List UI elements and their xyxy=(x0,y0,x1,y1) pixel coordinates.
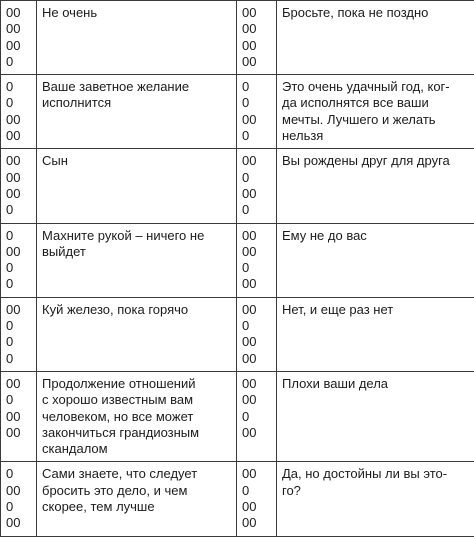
left-code-cell xyxy=(1,223,37,297)
table-row xyxy=(1,223,474,297)
answer-line: нельзя xyxy=(282,128,469,144)
left-code-cell xyxy=(1,297,37,371)
left-code-cell xyxy=(1,1,37,75)
table-row xyxy=(1,1,474,75)
code-line: 0 xyxy=(6,466,31,482)
answer-line: скандалом xyxy=(42,441,231,457)
code-line: 00 xyxy=(242,466,271,482)
code-line: 0 xyxy=(242,409,271,425)
answer-line: Ваше заветное желание xyxy=(42,79,231,95)
oracle-table-body xyxy=(1,1,474,537)
right-code-cell xyxy=(237,75,277,149)
code-line: 0 xyxy=(6,276,31,292)
answer-line: Это очень удачный год, ког- xyxy=(282,79,469,95)
right-code-cell xyxy=(237,223,277,297)
left-answer-cell xyxy=(37,462,237,536)
answer-line: Сын xyxy=(42,153,231,169)
left-code-cell xyxy=(1,149,37,223)
left-answer-cell xyxy=(37,223,237,297)
left-answer-cell xyxy=(37,297,237,371)
code-line: 00 xyxy=(242,376,271,392)
code-line: 00 xyxy=(242,302,271,318)
answer-line: Плохи ваши дела xyxy=(282,376,469,392)
code-line: 00 xyxy=(6,244,31,260)
right-code-cell xyxy=(237,462,277,536)
answer-line: Куй железо, пока горячо xyxy=(42,302,231,318)
code-line: 0 xyxy=(6,499,31,515)
code-line: 00 xyxy=(242,244,271,260)
right-answer-cell xyxy=(277,149,474,223)
code-line: 0 xyxy=(6,334,31,350)
right-answer-cell xyxy=(277,462,474,536)
code-line: 0 xyxy=(242,318,271,334)
table-row xyxy=(1,149,474,223)
right-answer-cell xyxy=(277,223,474,297)
left-answer-cell xyxy=(37,1,237,75)
code-line: 00 xyxy=(242,392,271,408)
answer-line: Махните рукой – ничего не xyxy=(42,228,231,244)
answer-line: Сами знаете, что следует xyxy=(42,466,231,482)
code-line: 0 xyxy=(6,318,31,334)
code-line: 0 xyxy=(242,79,271,95)
right-code-cell xyxy=(237,371,277,461)
code-line: 00 xyxy=(242,186,271,202)
code-line: 00 xyxy=(242,38,271,54)
answer-line: Бросьте, пока не поздно xyxy=(282,5,469,21)
code-line: 00 xyxy=(6,483,31,499)
answer-line: бросить это дело, и чем xyxy=(42,483,231,499)
left-code-cell xyxy=(1,75,37,149)
code-line: 00 xyxy=(242,228,271,244)
code-line: 00 xyxy=(6,153,31,169)
code-line: 00 xyxy=(6,515,31,531)
code-line: 00 xyxy=(242,54,271,70)
code-line: 00 xyxy=(242,351,271,367)
answer-line: выйдет xyxy=(42,244,231,260)
left-answer-cell xyxy=(37,75,237,149)
table-row xyxy=(1,462,474,536)
code-line: 00 xyxy=(242,515,271,531)
code-line: 00 xyxy=(242,425,271,441)
code-line: 0 xyxy=(242,128,271,144)
left-code-cell xyxy=(1,371,37,461)
right-answer-cell xyxy=(277,75,474,149)
code-line: 00 xyxy=(6,302,31,318)
code-line: 00 xyxy=(6,170,31,186)
table-row xyxy=(1,297,474,371)
code-line: 00 xyxy=(6,38,31,54)
answer-line: Ему не до вас xyxy=(282,228,469,244)
code-line: 00 xyxy=(242,153,271,169)
code-line: 0 xyxy=(6,351,31,367)
answer-line: Не очень xyxy=(42,5,231,21)
left-code-cell xyxy=(1,462,37,536)
code-line: 00 xyxy=(6,5,31,21)
code-line: 00 xyxy=(242,334,271,350)
code-line: 0 xyxy=(242,170,271,186)
code-line: 00 xyxy=(242,21,271,37)
code-line: 00 xyxy=(6,21,31,37)
code-line: 00 xyxy=(6,186,31,202)
code-line: 0 xyxy=(242,260,271,276)
code-line: 0 xyxy=(6,392,31,408)
right-code-cell xyxy=(237,1,277,75)
answer-line: го? xyxy=(282,483,469,499)
left-answer-cell xyxy=(37,371,237,461)
code-line: 00 xyxy=(6,409,31,425)
code-line: 00 xyxy=(6,112,31,128)
code-line: 00 xyxy=(242,112,271,128)
answer-line: Продолжение отношений xyxy=(42,376,231,392)
code-line: 00 xyxy=(6,376,31,392)
code-line: 0 xyxy=(242,483,271,499)
left-answer-cell xyxy=(37,149,237,223)
answer-line: закончиться грандиозным xyxy=(42,425,231,441)
answer-line: мечты. Лучшего и желать xyxy=(282,112,469,128)
answer-line: Да, но достойны ли вы это- xyxy=(282,466,469,482)
code-line: 00 xyxy=(6,128,31,144)
code-line: 0 xyxy=(6,54,31,70)
answer-line: Вы рождены друг для друга xyxy=(282,153,469,169)
answer-line: скорее, тем лучше xyxy=(42,499,231,515)
code-line: 00 xyxy=(242,499,271,515)
right-code-cell xyxy=(237,149,277,223)
right-answer-cell xyxy=(277,297,474,371)
code-line: 00 xyxy=(242,276,271,292)
right-answer-cell xyxy=(277,371,474,461)
code-line: 00 xyxy=(6,425,31,441)
code-line: 0 xyxy=(6,79,31,95)
code-line: 0 xyxy=(242,202,271,218)
table-row xyxy=(1,75,474,149)
answer-line: да исполнятся все ваши xyxy=(282,95,469,111)
right-code-cell xyxy=(237,297,277,371)
code-line: 00 xyxy=(242,5,271,21)
code-line: 0 xyxy=(6,228,31,244)
code-line: 0 xyxy=(242,95,271,111)
answer-line: исполнится xyxy=(42,95,231,111)
answer-line: человеком, но все может xyxy=(42,409,231,425)
code-line: 0 xyxy=(6,202,31,218)
answer-line: Нет, и еще раз нет xyxy=(282,302,469,318)
answer-line: с хорошо известным вам xyxy=(42,392,231,408)
table-row xyxy=(1,371,474,461)
code-line: 0 xyxy=(6,260,31,276)
right-answer-cell xyxy=(277,1,474,75)
code-line: 0 xyxy=(6,95,31,111)
